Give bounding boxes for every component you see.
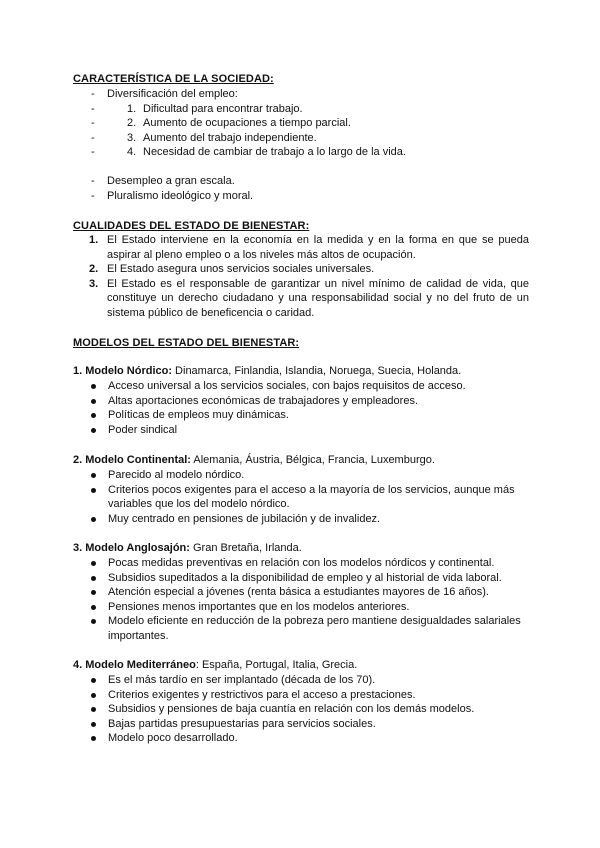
list-item-text: Altas aportaciones económicas de trabajadores y empleadores. [108, 394, 419, 407]
list-item-text: El Estado es el responsable de garantizar un nivel mínimo de calidad de vida, que constituye un derecho ciudadano y una responsabilidad social y no del fruto de un sistema público de beneficencia o caridad. [107, 277, 529, 319]
list-item-text: Poder sindical [108, 423, 178, 436]
list-item-text: Aumento de ocupaciones a tiempo parcial. [143, 117, 351, 130]
model-mediterraneo-title [73, 658, 357, 673]
list-item-text: Pocas medidas preventivas en relación con los modelos nórdicos y continental. [108, 557, 495, 569]
model-anglosajon-bullets [73, 556, 529, 644]
list-item [73, 379, 529, 394]
list-item-text: Subsidios y pensiones de baja cuantía en relación con los demás modelos. [108, 703, 475, 716]
item-number: - 2. [127, 117, 137, 130]
list-item [73, 408, 529, 423]
model-anglosajon-title [73, 541, 302, 556]
list-item-text: Pensiones menos importantes que en los modelos anteriores. [108, 600, 410, 613]
list-item [73, 262, 529, 277]
list-item-text: Es el más tardío en ser implantado (década de los 70). [108, 674, 376, 686]
model-name: 4. Modelo Mediterráneo [73, 659, 196, 671]
model-name: 2. Modelo Continental: [73, 454, 191, 466]
model-nordico-title [73, 364, 461, 379]
list-item-text: Acceso universal a los servicios sociales, con bajos requisitos de acceso. [108, 380, 466, 392]
list-item-text: Criterios exigentes y restrictivos para el acceso a prestaciones. [108, 688, 416, 701]
employment-sublist [73, 102, 406, 160]
list-item-text: Diversificación del empleo: [107, 88, 238, 100]
section-heading-modelos: MODELOS DEL ESTADO DEL BIENESTAR: [73, 337, 300, 349]
item-number: 2. [89, 263, 99, 276]
model-mediterraneo-bullets [73, 673, 529, 746]
list-item-text: Parecido al modelo nórdico. [108, 469, 245, 481]
item-number: - 1. [127, 102, 137, 115]
list-item-text: El Estado asegura unos servicios sociales universales. [107, 263, 375, 276]
list-item [73, 571, 529, 586]
society-list-continued [73, 174, 253, 203]
item-number: - 4. [127, 146, 137, 159]
qualities-list [73, 233, 529, 321]
model-nordico-bullets [73, 379, 529, 437]
list-item-text: Aumento del trabajo independiente. [143, 131, 317, 144]
item-number: 3. [89, 277, 99, 290]
list-item [73, 585, 529, 600]
model-countries: Dinamarca, Finlandia, Islandia, Noruega, Suecia, Holanda. [172, 365, 462, 377]
list-item-text: Pluralismo ideológico y moral. [107, 189, 254, 202]
list-item [73, 717, 529, 732]
model-countries: : España, Portugal, Italia, Grecia. [195, 659, 358, 671]
list-item [73, 145, 406, 160]
list-item [73, 423, 529, 438]
item-number: - 3. [127, 131, 137, 144]
list-item [73, 87, 406, 160]
item-number: 1. [89, 234, 99, 246]
list-item [73, 468, 529, 483]
model-continental-bullets [73, 468, 529, 526]
list-item [73, 731, 529, 746]
model-countries: Gran Bretaña, Irlanda. [189, 542, 302, 554]
list-item [73, 600, 529, 615]
list-item-text: Desempleo a gran escala. [107, 175, 235, 187]
list-item [73, 512, 529, 527]
section-heading-cualidades: CUALIDADES DEL ESTADO DE BIENESTAR: [73, 220, 310, 232]
model-continental-title [73, 453, 435, 468]
list-item-text: Necesidad de cambiar de trabajo a lo largo de la vida. [143, 146, 406, 159]
list-item-text: Bajas partidas presupuestarias para servicios sociales. [108, 717, 376, 730]
list-item [73, 702, 529, 717]
model-name: 1. Modelo Nórdico: [73, 365, 172, 377]
list-item-text: Dificultad para encontrar trabajo. [143, 102, 303, 115]
section-heading-caracteristica: CARACTERÍSTICA DE LA SOCIEDAD: [73, 73, 274, 85]
list-item [73, 673, 529, 688]
list-item [73, 614, 529, 643]
list-item [73, 277, 529, 321]
list-item [73, 174, 253, 189]
society-list [73, 87, 406, 160]
list-item [73, 394, 529, 409]
list-item-text: El Estado interviene en la economía en la medida y en la forma en que se pueda aspirar al pleno empleo o a los niveles más altos de ocupación. [107, 234, 529, 261]
list-item [73, 688, 529, 703]
list-item-text: Muy centrado en pensiones de jubilación y de invalidez. [108, 512, 381, 525]
list-item-text: Modelo poco desarrollado. [108, 732, 238, 745]
list-item-text: Atención especial a jóvenes (renta básica a estudiantes mayores de 16 años). [108, 586, 489, 599]
list-item [73, 233, 529, 262]
list-item [73, 483, 529, 512]
list-item [73, 189, 253, 204]
list-item-text: Modelo eficiente en reducción de la pobreza pero mantiene desigualdades salariales importantes. [108, 615, 521, 642]
list-item [73, 116, 406, 131]
model-countries: Alemania, Áustria, Bélgica, Francia, Luxemburgo. [190, 454, 435, 466]
list-item-text: Subsidios supeditados a la disponibilidad de empleo y al historial de vida laboral. [108, 571, 502, 584]
list-item-text: Políticas de empleos muy dinámicas. [108, 409, 289, 422]
list-item [73, 131, 406, 146]
list-item [73, 556, 529, 571]
list-item [73, 102, 406, 117]
list-item-text: Criterios pocos exigentes para el acceso a la mayoría de los servicios, aunque más variables que los del modelo nórdico. [108, 483, 515, 511]
model-name: 3. Modelo Anglosajón: [73, 542, 190, 554]
